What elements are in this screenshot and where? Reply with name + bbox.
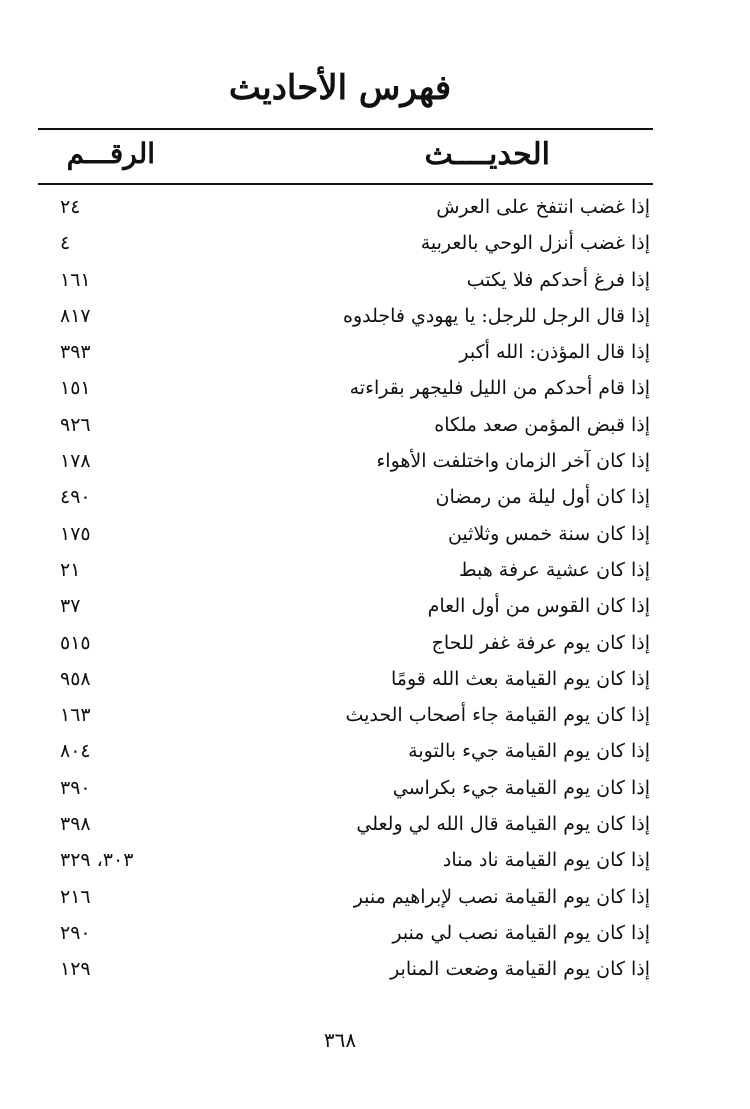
hadith-text: إذا كان يوم القيامة جاء أصحاب الحديث	[345, 704, 650, 727]
page-title: فهرس الأحاديث	[228, 68, 452, 108]
index-row	[0, 483, 750, 519]
hadith-text: إذا كان سنة خمس وثلاثين	[447, 522, 650, 545]
header-bottom-rule	[38, 183, 653, 185]
hadith-text: إذا كان يوم القيامة جيء بالتوبة	[408, 740, 650, 763]
hadith-text: إذا كان يوم القيامة نصب لي منبر	[392, 921, 650, 944]
page-number: ٣٦٨	[323, 1028, 357, 1052]
hadith-number: ٢١	[60, 558, 81, 581]
index-row	[0, 665, 750, 701]
index-row	[0, 266, 750, 302]
hadith-text: إذا قال الرجل للرجل: يا يهودي فاجلدوه	[343, 304, 650, 327]
index-row	[0, 955, 750, 991]
index-row	[0, 846, 750, 882]
hadith-index-list	[0, 193, 750, 992]
hadith-text: إذا كان أول ليلة من رمضان	[435, 486, 650, 509]
hadith-number: ٨١٧	[60, 304, 91, 327]
hadith-text: إذا كان يوم عرفة غفر للحاج	[431, 631, 650, 654]
index-row	[0, 883, 750, 919]
index-row	[0, 302, 750, 338]
index-row	[0, 592, 750, 628]
hadith-text: إذا قبض المؤمن صعد ملكاه	[434, 413, 650, 436]
hadith-number: ٣٠٣، ٣٢٩	[60, 849, 134, 872]
hadith-text: إذا كان يوم القيامة جيء بكراسي	[392, 776, 650, 799]
hadith-text: إذا غضب أنزل الوحي بالعربية	[420, 232, 650, 255]
index-row	[0, 629, 750, 665]
hadith-number: ٩٢٦	[60, 413, 91, 436]
hadith-text: إذا فرغ أحدكم فلا يكتب	[466, 268, 650, 291]
index-row	[0, 447, 750, 483]
hadith-number: ٣٧	[60, 595, 81, 618]
index-row	[0, 193, 750, 229]
hadith-text: إذا كان عشية عرفة هبط	[458, 558, 650, 581]
index-row	[0, 338, 750, 374]
index-row	[0, 374, 750, 410]
hadith-number: ١٦٣	[60, 704, 91, 727]
hadith-text: إذا قال المؤذن: الله أكبر	[459, 341, 650, 364]
hadith-text: إذا كان يوم القيامة قال الله لي ولعلي	[356, 813, 650, 836]
hadith-number: ٢٩٠	[60, 921, 91, 944]
index-row	[0, 411, 750, 447]
hadith-number: ٩٥٨	[60, 667, 91, 690]
header-top-rule	[38, 128, 653, 130]
hadith-number: ٢١٦	[60, 885, 91, 908]
hadith-number: ١٧٨	[60, 450, 91, 473]
hadith-text: إذا كان يوم القيامة وضعت المنابر	[390, 958, 650, 981]
index-row	[0, 737, 750, 773]
index-row	[0, 810, 750, 846]
hadith-number: ٣٩٠	[60, 776, 91, 799]
hadith-number: ٣٩٣	[60, 341, 91, 364]
index-row	[0, 919, 750, 955]
hadith-number: ٤	[60, 232, 71, 255]
column-header-hadith: الحديــــث	[424, 137, 550, 172]
hadith-number: ٢٤	[60, 196, 81, 218]
hadith-text: إذا كان القوس من أول العام	[427, 595, 650, 618]
hadith-text: إذا كان يوم القيامة ناد مناد	[442, 849, 650, 872]
index-row	[0, 556, 750, 592]
index-row	[0, 774, 750, 810]
hadith-text: إذا غضب انتفخ على العرش	[436, 196, 650, 218]
hadith-text: إذا كان يوم القيامة نصب لإبراهيم منبر	[353, 885, 650, 908]
index-row	[0, 520, 750, 556]
hadith-text: إذا قام أحدكم من الليل فليجهر بقراءته	[349, 377, 650, 400]
hadith-number: ١٧٥	[60, 522, 91, 545]
hadith-text: إذا كان آخر الزمان واختلفت الأهواء	[376, 450, 650, 473]
hadith-number: ٥١٥	[60, 631, 91, 654]
hadith-number: ١٦١	[60, 268, 91, 291]
index-row	[0, 701, 750, 737]
column-header-number: الرقـــم	[66, 137, 155, 170]
hadith-number: ٨٠٤	[60, 740, 91, 763]
hadith-text: إذا كان يوم القيامة بعث الله قومًا	[391, 667, 650, 690]
hadith-number: ٣٩٨	[60, 813, 91, 836]
index-row	[0, 229, 750, 265]
hadith-number: ٤٩٠	[60, 486, 91, 509]
hadith-number: ١٥١	[60, 377, 91, 400]
hadith-number: ١٢٩	[60, 958, 91, 981]
